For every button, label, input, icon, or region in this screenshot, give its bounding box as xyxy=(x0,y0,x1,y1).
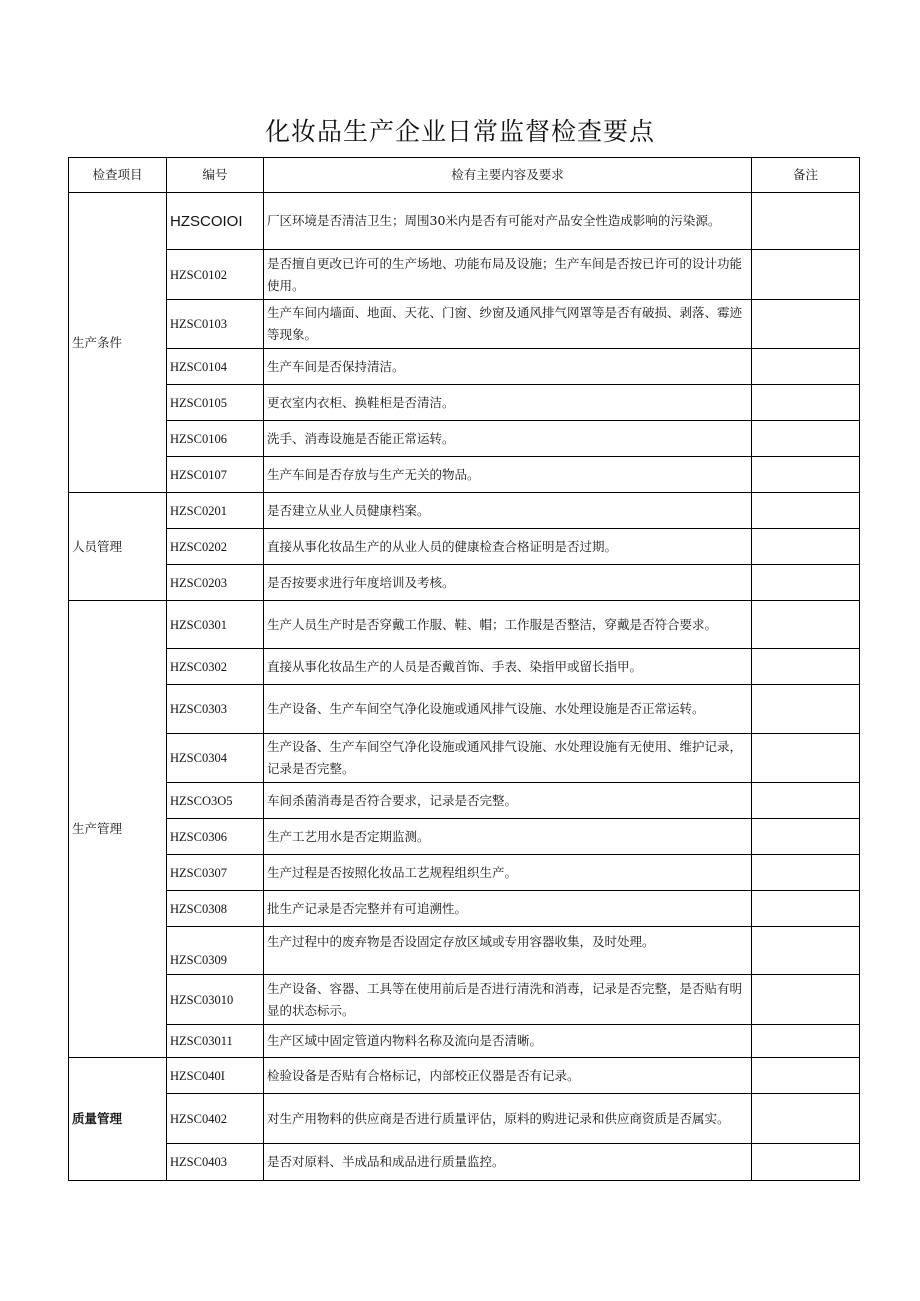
requirement-cell: 更衣室内衣柜、换鞋柜是否清洁。 xyxy=(264,385,752,421)
category-cell: 质量管理 xyxy=(69,1058,167,1181)
code-cell: HZSC0103 xyxy=(167,300,264,349)
code-cell: HZSC0309 xyxy=(167,927,264,975)
header-category: 检查项目 xyxy=(69,158,167,193)
requirement-cell: 厂区环境是否清洁卫生；周围30米内是否有可能对产品安全性造成影响的污染源。 xyxy=(264,193,752,250)
code-cell: HZSC0403 xyxy=(167,1144,264,1181)
header-code: 编号 xyxy=(167,158,264,193)
table-row xyxy=(69,1025,860,1058)
remark-cell xyxy=(752,385,860,421)
remark-cell xyxy=(752,193,860,250)
requirement-cell: 生产设备、生产车间空气净化设施或通风排气设施、水处理设施是否正常运转。 xyxy=(264,685,752,734)
table-row xyxy=(69,529,860,565)
code-cell: HZSC0202 xyxy=(167,529,264,565)
requirement-cell: 生产过程是否按照化妆品工艺规程组织生产。 xyxy=(264,855,752,891)
table-row xyxy=(69,193,860,250)
table-row xyxy=(69,1058,860,1094)
requirement-cell: 生产车间是否保持清洁。 xyxy=(264,349,752,385)
code-cell: HZSC0201 xyxy=(167,493,264,529)
table-row xyxy=(69,349,860,385)
table-row xyxy=(69,975,860,1025)
code-cell: HZSC0106 xyxy=(167,421,264,457)
requirement-cell: 批生产记录是否完整并有可追溯性。 xyxy=(264,891,752,927)
table-row xyxy=(69,493,860,529)
remark-cell xyxy=(752,975,860,1025)
requirement-cell: 生产设备、容器、工具等在使用前后是否进行清洗和消毒，记录是否完整，是否贴有明显的状态标示。 xyxy=(264,975,752,1025)
code-cell: HZSCO3O5 xyxy=(167,783,264,819)
code-cell: HZSC0301 xyxy=(167,601,264,649)
requirement-cell: 直接从事化妆品生产的人员是否戴首饰、手表、染指甲或留长指甲。 xyxy=(264,649,752,685)
requirement-cell: 生产设备、生产车间空气净化设施或通风排气设施、水处理设施有无使用、维护记录，记录是否完整。 xyxy=(264,734,752,783)
table-row xyxy=(69,300,860,349)
code-cell: HZSC0308 xyxy=(167,891,264,927)
code-cell: HZSC0302 xyxy=(167,649,264,685)
code-cell: HZSC0203 xyxy=(167,565,264,601)
code-cell: HZSC0306 xyxy=(167,819,264,855)
requirement-cell: 洗手、消毒设施是否能正常运转。 xyxy=(264,421,752,457)
code-cell: HZSC0104 xyxy=(167,349,264,385)
requirement-cell: 生产过程中的废弃物是否设固定存放区域或专用容器收集，及时处理。 xyxy=(264,927,752,975)
table-row xyxy=(69,783,860,819)
remark-cell xyxy=(752,891,860,927)
table-row xyxy=(69,891,860,927)
table-body xyxy=(69,193,860,1181)
remark-cell xyxy=(752,1025,860,1058)
table-row xyxy=(69,565,860,601)
remark-cell xyxy=(752,565,860,601)
code-cell: HZSC0102 xyxy=(167,250,264,300)
requirement-cell: 是否对原料、半成品和成品进行质量监控。 xyxy=(264,1144,752,1181)
code-cell: HZSC03011 xyxy=(167,1025,264,1058)
code-cell: HZSC0307 xyxy=(167,855,264,891)
table-row xyxy=(69,1144,860,1181)
table-row xyxy=(69,685,860,734)
code-cell: HZSC03010 xyxy=(167,975,264,1025)
table-row xyxy=(69,819,860,855)
category-cell: 人员管理 xyxy=(69,493,167,601)
table-row xyxy=(69,457,860,493)
remark-cell xyxy=(752,685,860,734)
requirement-cell: 检验设备是否贴有合格标记，内部校正仪器是否有记录。 xyxy=(264,1058,752,1094)
code-cell: HZSC0304 xyxy=(167,734,264,783)
table-row xyxy=(69,601,860,649)
code-cell: HZSC040I xyxy=(167,1058,264,1094)
remark-cell xyxy=(752,819,860,855)
requirement-cell: 是否建立从业人员健康档案。 xyxy=(264,493,752,529)
requirement-cell: 生产车间是否存放与生产无关的物品。 xyxy=(264,457,752,493)
requirement-cell: 生产工艺用水是否定期监测。 xyxy=(264,819,752,855)
inspection-table xyxy=(68,157,860,1181)
remark-cell xyxy=(752,250,860,300)
remark-cell xyxy=(752,349,860,385)
remark-cell xyxy=(752,493,860,529)
remark-cell xyxy=(752,1094,860,1144)
table-row xyxy=(69,649,860,685)
remark-cell xyxy=(752,927,860,975)
remark-cell xyxy=(752,457,860,493)
code-cell: HZSC0402 xyxy=(167,1094,264,1144)
table-row xyxy=(69,855,860,891)
code-cell: HZSCOIOI xyxy=(167,193,264,250)
remark-cell xyxy=(752,421,860,457)
table-row xyxy=(69,250,860,300)
remark-cell xyxy=(752,1058,860,1094)
table-row xyxy=(69,421,860,457)
code-cell: HZSC0105 xyxy=(167,385,264,421)
requirement-cell: 是否按要求进行年度培训及考核。 xyxy=(264,565,752,601)
requirement-cell: 直接从事化妆品生产的从业人员的健康检查合格证明是否过期。 xyxy=(264,529,752,565)
page-title: 化妆品生产企业日常监督检查要点 xyxy=(264,117,655,146)
remark-cell xyxy=(752,300,860,349)
header-remark: 备注 xyxy=(752,158,860,193)
code-cell: HZSC0303 xyxy=(167,685,264,734)
remark-cell xyxy=(752,783,860,819)
remark-cell xyxy=(752,1144,860,1181)
remark-cell xyxy=(752,601,860,649)
requirement-cell: 车间杀菌消毒是否符合要求，记录是否完整。 xyxy=(264,783,752,819)
table-row xyxy=(69,927,860,975)
header-content: 检有主要内容及要求 xyxy=(264,158,752,193)
requirement-cell: 是否擅自更改已许可的生产场地、功能布局及设施；生产车间是否按已许可的设计功能使用。 xyxy=(264,250,752,300)
table-row xyxy=(69,734,860,783)
table-row xyxy=(69,385,860,421)
requirement-cell: 生产车间内墙面、地面、天花、门窗、纱窗及通风排气网罩等是否有破损、剥落、霉迹等现象。 xyxy=(264,300,752,349)
remark-cell xyxy=(752,734,860,783)
requirement-cell: 对生产用物料的供应商是否进行质量评估，原料的购进记录和供应商资质是否属实。 xyxy=(264,1094,752,1144)
remark-cell xyxy=(752,649,860,685)
table-header-row xyxy=(69,158,860,193)
remark-cell xyxy=(752,855,860,891)
category-cell: 生产条件 xyxy=(69,193,167,493)
category-cell: 生产管理 xyxy=(69,601,167,1058)
requirement-cell: 生产区域中固定管道内物料名称及流向是否清晰。 xyxy=(264,1025,752,1058)
remark-cell xyxy=(752,529,860,565)
code-cell: HZSC0107 xyxy=(167,457,264,493)
table-row xyxy=(69,1094,860,1144)
requirement-cell: 生产人员生产时是否穿戴工作服、鞋、帽；工作服是否整洁，穿戴是否符合要求。 xyxy=(264,601,752,649)
